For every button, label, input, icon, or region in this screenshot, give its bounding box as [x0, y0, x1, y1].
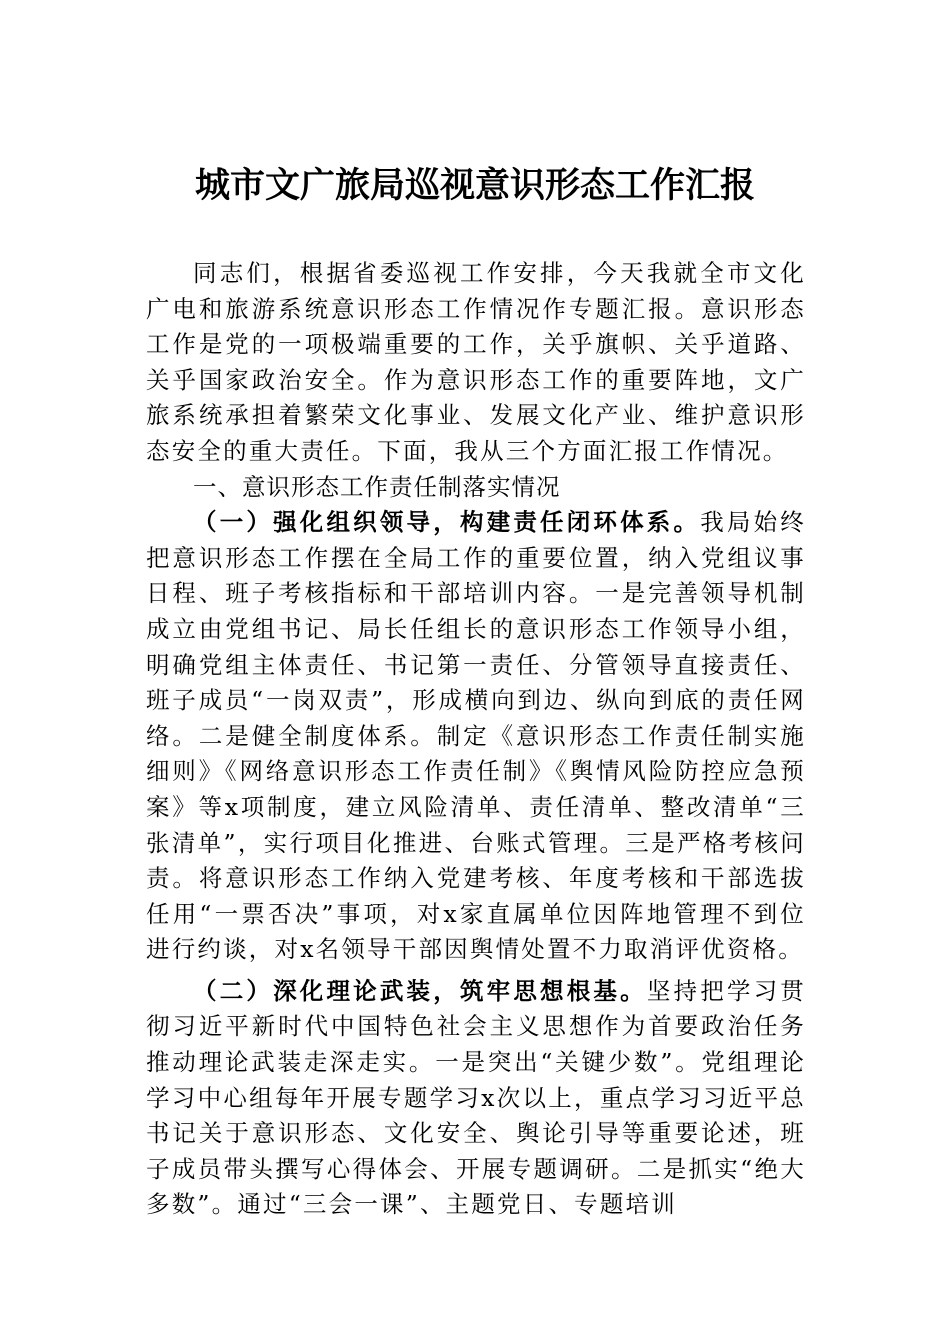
document-title: 城市文广旅局巡视意识形态工作汇报 [194, 165, 755, 206]
subsection-1-body: 我局始终把意识形态工作摆在全局工作的重要位置，纳入党组议事日程、班子考核指标和干部培训内容。一是完善领导机制成立由党组书记、局长任组长的意识形态工作领导小组，明确党组主体责任、书记第一责任、分管领导直接责任、班子成员“一岗双责”，形成横向到边、纵向到底的责任网络。二是健全制度体系。制定《意识形态工作责任制实施细则》《网络意识形态工作责任制》《舆情风险防控应急预案》等x项制度，建立风险清单、责任清单、整改清单“三张清单”，实行项目化推进、台账式管理。三是严格考核问责。将意识形态工作纳入党建考核、年度考核和干部选拔任用“一票否决”事项，对x家直属单位因阵地管理不到位进行约谈，对x名领导干部因舆情处置不力取消评优资格。 [146, 508, 806, 964]
intro-paragraph: 同志们，根据省委巡视工作安排，今天我就全市文化广电和旅游系统意识形态工作情况作专题汇报。意识形态工作是党的一项极端重要的工作，关乎旗帜、关乎道路、关乎国家政治安全。作为意识形态工作的重要阵地，文广旅系统承担着繁荣文化事业、发展文化产业、维护意识形态安全的重大责任。下面，我从三个方面汇报工作情况。 [146, 259, 806, 465]
subsection-2-paragraph [146, 974, 806, 1223]
subsection-1-paragraph [146, 505, 806, 968]
subsection-1-heading: （一）强化组织领导，构建责任闭环体系。 [193, 508, 701, 537]
document-body [146, 256, 806, 1223]
subsection-2-heading: （二）深化理论武装，筑牢思想根基。 [193, 976, 647, 1005]
section-heading-1: 一、意识形态工作责任制落实情况 [193, 472, 561, 501]
subsection-2-body: 坚持把学习贯彻习近平新时代中国特色社会主义思想作为首要政治任务推动理论武装走深走实。一是突出“关键少数”。党组理论学习中心组每年开展专题学习x次以上，重点学习习近平总书记关于意识形态、文化安全、舆论引导等重要论述，班子成员带头撰写心得体会、开展专题调研。二是抓实“绝大多数”。通过“三会一课”、主题党日、专题培训 [146, 976, 807, 1219]
